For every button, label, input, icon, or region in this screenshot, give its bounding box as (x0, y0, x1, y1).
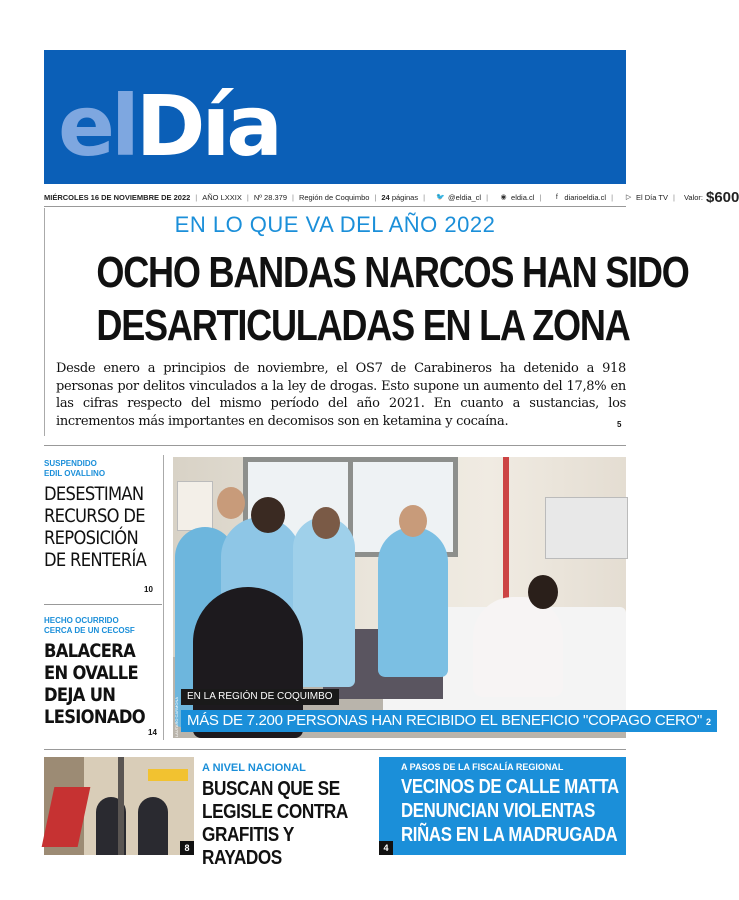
photo-head (399, 505, 427, 537)
photo-notice-board (177, 481, 213, 531)
title-line: BUSCAN QUE SE (202, 778, 340, 800)
logo (58, 77, 279, 175)
separator: | (246, 192, 249, 202)
edition-year: AÑO LXXIX (202, 192, 242, 202)
title-line: LEGISLE CONTRA (202, 801, 348, 823)
title-line: REPOSICIÓN (44, 527, 139, 549)
caption-page-number: 2 (705, 717, 711, 727)
label-line: EDIL OVALLINO (44, 469, 106, 478)
label-line: SUSPENDIDO (44, 459, 97, 468)
separator: | (292, 192, 294, 202)
thumb-door (138, 797, 168, 855)
separator: | (195, 192, 198, 202)
logo-dia: Día (135, 77, 279, 175)
thumb-sign (148, 769, 188, 781)
facebook-icon: f (555, 193, 558, 201)
side-story-label (44, 616, 162, 636)
edition-region: Región de Coquimbo (298, 192, 370, 202)
label-line: HECHO OCURRIDO (44, 616, 119, 625)
bottom-story-label: A NIVEL NACIONAL (202, 762, 306, 774)
lead-page-number: 5 (617, 420, 622, 429)
price-label: Valor: (683, 192, 703, 202)
title-line: RECURSO DE (44, 505, 145, 527)
divider (44, 445, 626, 446)
instagram-link[interactable] (499, 193, 534, 202)
facebook-handle: diarioeldia.cl (564, 192, 607, 202)
instagram-handle: eldia.cl (511, 192, 535, 202)
info-strip (44, 188, 739, 207)
side-story-label (44, 459, 162, 479)
side-story-title (44, 483, 163, 571)
edition-number: Nº 28.379 (253, 192, 287, 202)
divider (163, 455, 164, 740)
photo-patient (473, 597, 563, 697)
instagram-icon: ◉ (500, 194, 507, 201)
separator: | (374, 192, 377, 202)
title-line: DENUNCIAN VIOLENTAS (401, 800, 595, 822)
twitter-link[interactable] (436, 193, 481, 202)
bottom-story-page-number: 8 (180, 841, 194, 855)
bottom-story-page-number: 4 (379, 841, 393, 855)
photo-wall-panel (545, 497, 628, 559)
caption-text: MÁS DE 7.200 PERSONAS HAN RECIBIDO EL BENEFICIO "COPAGO CERO" (187, 712, 702, 729)
masthead (44, 50, 626, 184)
photo-head (251, 497, 285, 533)
pages-count: 24 (381, 192, 390, 202)
bottom-story-title[interactable] (202, 778, 374, 870)
separator: | (486, 192, 489, 202)
lead-headline[interactable] (96, 246, 689, 352)
edition-date: MIÉRCOLES 16 DE NOVIEMBRE DE 2022 (44, 192, 191, 202)
lead-kicker: EN LO QUE VA DEL AÑO 2022 (174, 212, 496, 237)
thumb-post (118, 757, 124, 855)
photo-credit: LAUTARO CARMONA (174, 697, 179, 738)
photo-head (528, 575, 558, 609)
twitter-handle: @eldia_cl (448, 192, 482, 202)
title-line: DE RENTERÍA (44, 549, 147, 571)
photo-caption-kicker: EN LA REGIÓN DE COQUIMBO (181, 689, 339, 705)
photo-head (312, 507, 340, 539)
title-line: EN OVALLE (44, 662, 138, 684)
separator: | (611, 192, 614, 202)
separator: | (672, 192, 675, 202)
side-story-page-number: 10 (144, 585, 153, 594)
title-line: LESIONADO (44, 706, 145, 728)
tv-icon: ▷ (625, 194, 632, 201)
label-line: CERCA DE UN CECOSF (44, 626, 135, 635)
separator: | (423, 192, 426, 202)
logo-el: el (58, 77, 136, 175)
photo-pipe (503, 457, 509, 607)
divider (44, 604, 162, 605)
pages-word: páginas (391, 192, 419, 202)
price: $600 (705, 188, 739, 206)
bottom-story-title (401, 775, 619, 847)
title-line: DESESTIMAN (44, 483, 144, 505)
title-line: VECINOS DE CALLE MATTA (401, 776, 619, 798)
photo-caption-headline[interactable] (181, 710, 717, 732)
tv-link[interactable] (624, 193, 668, 202)
photo-person (378, 527, 448, 677)
bottom-story-label: A PASOS DE LA FISCALÍA REGIONAL (401, 762, 564, 772)
title-line: DEJA UN (44, 684, 116, 706)
side-story-title (44, 640, 163, 728)
headline-line: DESARTICULADAS EN LA ZONA (96, 301, 630, 350)
edition-pages (381, 193, 418, 202)
title-line: GRAFITIS Y RAYADOS (202, 824, 294, 869)
facebook-link[interactable] (552, 193, 606, 202)
hospital-photo[interactable] (173, 457, 711, 738)
tv-label: El Día TV (636, 192, 668, 202)
divider (44, 208, 45, 436)
separator: | (539, 192, 542, 202)
bottom-story-matta[interactable] (379, 757, 626, 855)
title-line: RIÑAS EN LA MADRUGADA (401, 824, 618, 846)
side-story-balacera[interactable] (44, 616, 162, 737)
headline-line: OCHO BANDAS NARCOS HAN SIDO (96, 248, 689, 297)
side-story-page-number: 14 (148, 728, 157, 737)
title-line: BALACERA (44, 640, 136, 662)
lead-lede: Desde enero a principios de noviembre, el OS7 de Carabineros ha detenido a 918 personas por delitos vinculados a la ley de drogas. Esto supone un aumento del 17,8% en las cifras respecto del mismo período del año 2021. En cuanto a sustancias, los incrementos más importantes en decomisos son en ketamina y cocaína. (56, 361, 626, 429)
side-story-renteria[interactable] (44, 459, 162, 594)
twitter-icon: 🐦 (436, 194, 445, 201)
photo-head (217, 487, 245, 519)
graffiti-thumbnail[interactable] (44, 757, 194, 855)
divider (44, 749, 626, 750)
